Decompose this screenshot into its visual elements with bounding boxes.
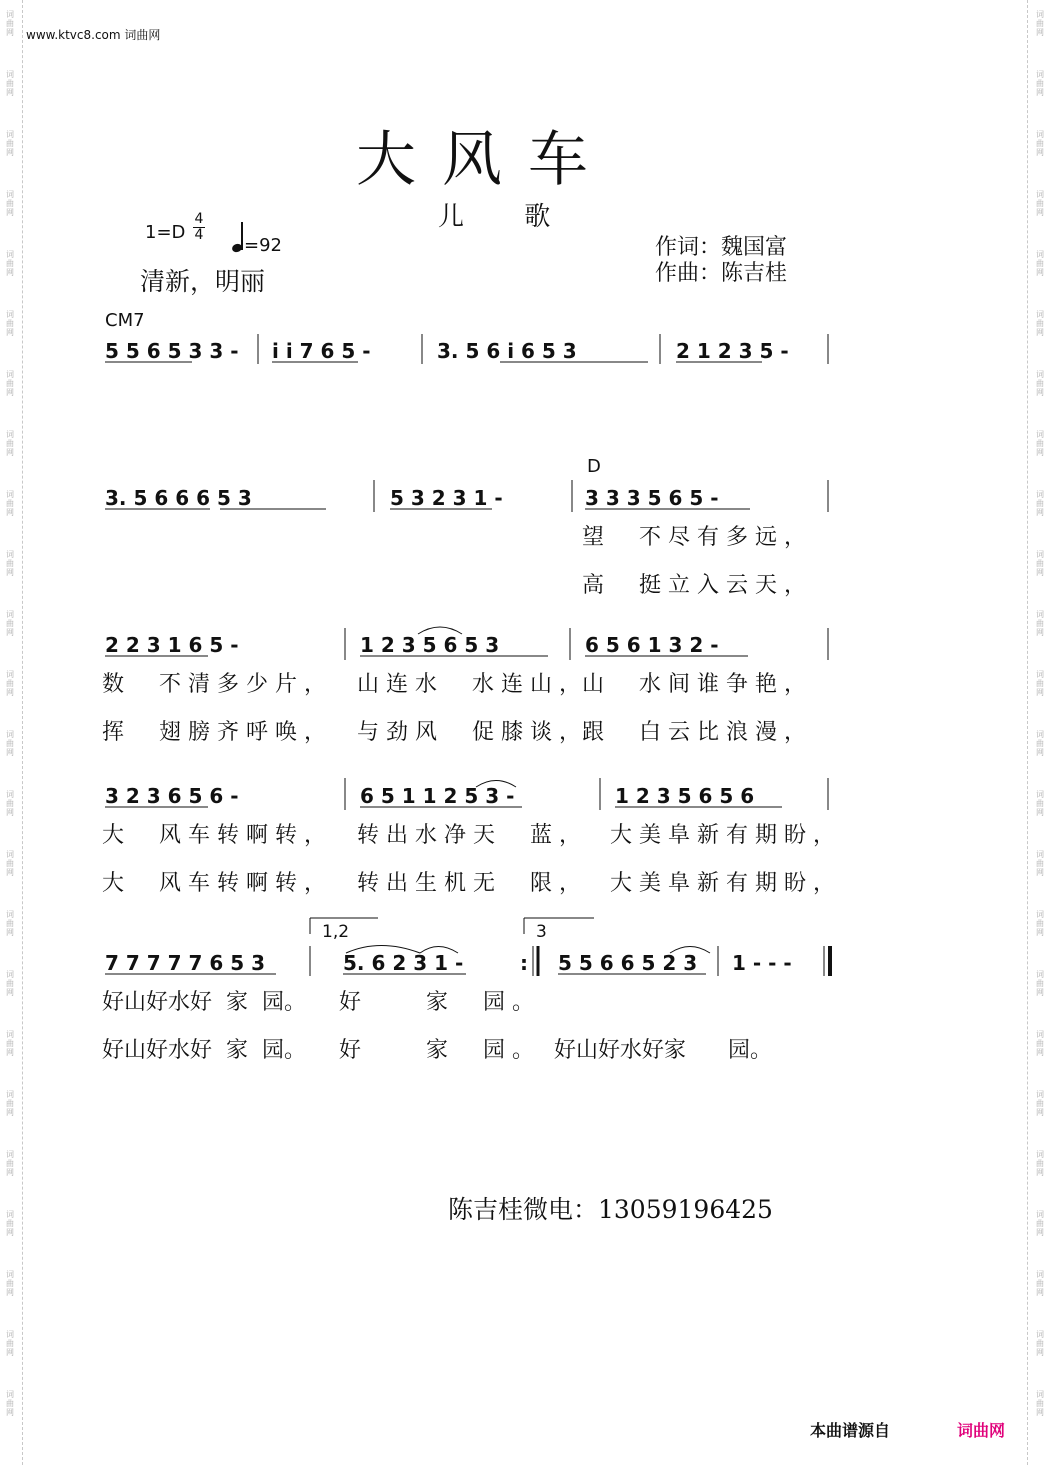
watermark-text: 词 曲 网	[1036, 730, 1044, 757]
source-label: 本曲谱源自	[810, 1421, 891, 1440]
watermark-text: 词 曲 网	[6, 430, 14, 457]
lyric-line: 家 园。	[426, 990, 541, 1015]
watermark-text: 词 曲 网	[6, 1210, 14, 1237]
watermark-text: 词 曲 网	[6, 910, 14, 937]
tempo-marking: =92	[244, 235, 282, 256]
measure: 5 5 6 5 3 3 -	[105, 339, 239, 363]
watermark-text: 词 曲 网	[6, 10, 14, 37]
watermark-text: 词 曲 网	[1036, 490, 1044, 517]
watermark-text: 词 曲 网	[1036, 610, 1044, 637]
measure: i i 7 6 5 -	[272, 339, 371, 363]
watermark-text: 词 曲 网	[6, 550, 14, 577]
lyric-line: 大美阜新有期盼，	[610, 871, 843, 896]
volta-label: 1,2	[322, 922, 350, 942]
watermark-text: 词 曲 网	[6, 190, 14, 217]
watermark-text: 词 曲 网	[1036, 130, 1044, 157]
watermark-text: 词 曲 网	[6, 1270, 14, 1297]
lyric-line: 转出水净天 蓝，	[357, 823, 588, 848]
chord-label: D	[587, 456, 601, 477]
measure: 7 7 7 7 7 6 5 3	[105, 951, 266, 975]
watermark-text: 词 曲 网	[1036, 1150, 1044, 1177]
measure: 1 2 3 5 6 5 3	[360, 633, 500, 657]
measure: 2 1 2 3 5 -	[676, 339, 789, 363]
watermark-text: 词 曲 网	[1036, 1270, 1044, 1297]
watermark-text: 词 曲 网	[6, 1090, 14, 1117]
composer: 作曲：陈吉桂	[655, 261, 788, 286]
lyric-line: 与劲风 促膝谈，	[357, 720, 588, 745]
lyric-line: 家 园。	[426, 1038, 541, 1063]
watermark-text: 词 曲 网	[1036, 370, 1044, 397]
watermark-text: 词 曲 网	[6, 70, 14, 97]
watermark-text: 词 曲 网	[6, 310, 14, 337]
watermark-text: 词 曲 网	[1036, 1390, 1044, 1417]
lyric-line: 跟 白云比浪漫，	[582, 720, 813, 745]
lyric-line: 大 风车转啊转，	[102, 823, 333, 848]
watermark-text: 词 曲 网	[6, 610, 14, 637]
measure: 6 5 6 1 3 2 -	[585, 633, 719, 657]
source-brand-link[interactable]: 词曲网	[957, 1421, 1006, 1440]
measure: 5 5 6 6 5 2 3	[558, 951, 698, 975]
key-signature: 1=D	[145, 222, 186, 243]
watermark-text: 词 曲 网	[1036, 790, 1044, 817]
measure: 5 3 2 3 1 -	[390, 486, 503, 510]
svg-text::: :	[520, 951, 528, 975]
watermark-text: 词 曲 网	[1036, 1330, 1044, 1357]
watermark-text: 词 曲 网	[1036, 1030, 1044, 1057]
watermark-text: 词 曲 网	[1036, 1210, 1044, 1237]
watermark-text: 词 曲 网	[1036, 430, 1044, 457]
measure: 2 2 3 1 6 5 -	[105, 633, 239, 657]
measure: 1 - - -	[732, 951, 792, 975]
lyric-line: 挥 翅膀齐呼唤，	[102, 720, 333, 745]
watermark-text: 词 曲 网	[1036, 550, 1044, 577]
song-genre: 儿 歌	[438, 202, 577, 232]
measure: 3 3 3 5 6 5 -	[585, 486, 719, 510]
lyric-line: 好山好水好 家 园。	[102, 990, 306, 1015]
watermark-text: 词 曲 网	[6, 370, 14, 397]
lyric-line: 好	[339, 990, 369, 1015]
measure: 1 2 3 5 6 5 6	[615, 784, 755, 808]
watermark-text: 词 曲 网	[1036, 910, 1044, 937]
lyricist: 作词：魏国富	[655, 235, 788, 260]
lyric-line: 好	[339, 1038, 369, 1063]
watermark-text: 词 曲 网	[1036, 850, 1044, 877]
composer-contact: 陈吉桂微电：13059196425	[448, 1195, 773, 1224]
watermark-text: 词 曲 网	[1036, 70, 1044, 97]
watermark-text: 词 曲 网	[1036, 310, 1044, 337]
watermark-text: 词 曲 网	[1036, 970, 1044, 997]
watermark-text: 词 曲 网	[6, 1150, 14, 1177]
song-title: 大风车	[356, 125, 614, 195]
lyric-line: 望 不尽有多远，	[582, 525, 813, 550]
watermark-text: 词 曲 网	[1036, 10, 1044, 37]
watermark-text: 词 曲 网	[6, 1390, 14, 1417]
chord-label: CM7	[105, 310, 145, 331]
measure: 3. 5 6 6 6 5 3	[105, 486, 252, 510]
watermark-text: 词 曲 网	[6, 250, 14, 277]
watermark-text: 词 曲 网	[1036, 190, 1044, 217]
lyric-line: 大 风车转啊转，	[102, 871, 333, 896]
volta-label: 3	[536, 922, 547, 942]
watermark-text: 词 曲 网	[6, 970, 14, 997]
lyric-line: 转出生机无 限，	[357, 871, 588, 896]
site-header: www.ktvc8.com 词曲网	[26, 28, 161, 42]
watermark-text: 词 曲 网	[1036, 1090, 1044, 1117]
measure: 6 5 1 1 2 5 3 -	[360, 784, 515, 808]
watermark-text: 词 曲 网	[6, 1030, 14, 1057]
watermark-text: 词 曲 网	[1036, 250, 1044, 277]
watermark-text: 词 曲 网	[6, 670, 14, 697]
lyric-line: 山连水 水连山，	[357, 672, 588, 697]
expression-marking: 清新，明丽	[140, 267, 266, 296]
watermark-text: 词 曲 网	[6, 130, 14, 157]
lyric-line: 好山好水好 家 园。	[102, 1038, 306, 1063]
lyric-line: 大美阜新有期盼，	[610, 823, 843, 848]
watermark-text: 词 曲 网	[1036, 670, 1044, 697]
lyric-line: 山 水间谁争艳，	[582, 672, 813, 697]
watermark-text: 词 曲 网	[6, 790, 14, 817]
watermark-text: 词 曲 网	[6, 1330, 14, 1357]
lyric-line: 园。	[728, 1038, 773, 1063]
lyric-line: 好山好水好家	[554, 1038, 687, 1063]
measure: 5. 6 2 3 1 -	[343, 951, 464, 975]
lyric-line: 数 不清多少片，	[102, 672, 333, 697]
watermark-text: 词 曲 网	[6, 730, 14, 757]
measure: 3. 5 6 i 6 5 3	[437, 339, 577, 363]
lyric-line: 高 挺立入云天，	[582, 573, 813, 598]
watermark-text: 词 曲 网	[6, 850, 14, 877]
time-signature: 4 4	[194, 211, 204, 243]
measure: 3 2 3 6 5 6 -	[105, 784, 239, 808]
watermark-text: 词 曲 网	[6, 490, 14, 517]
